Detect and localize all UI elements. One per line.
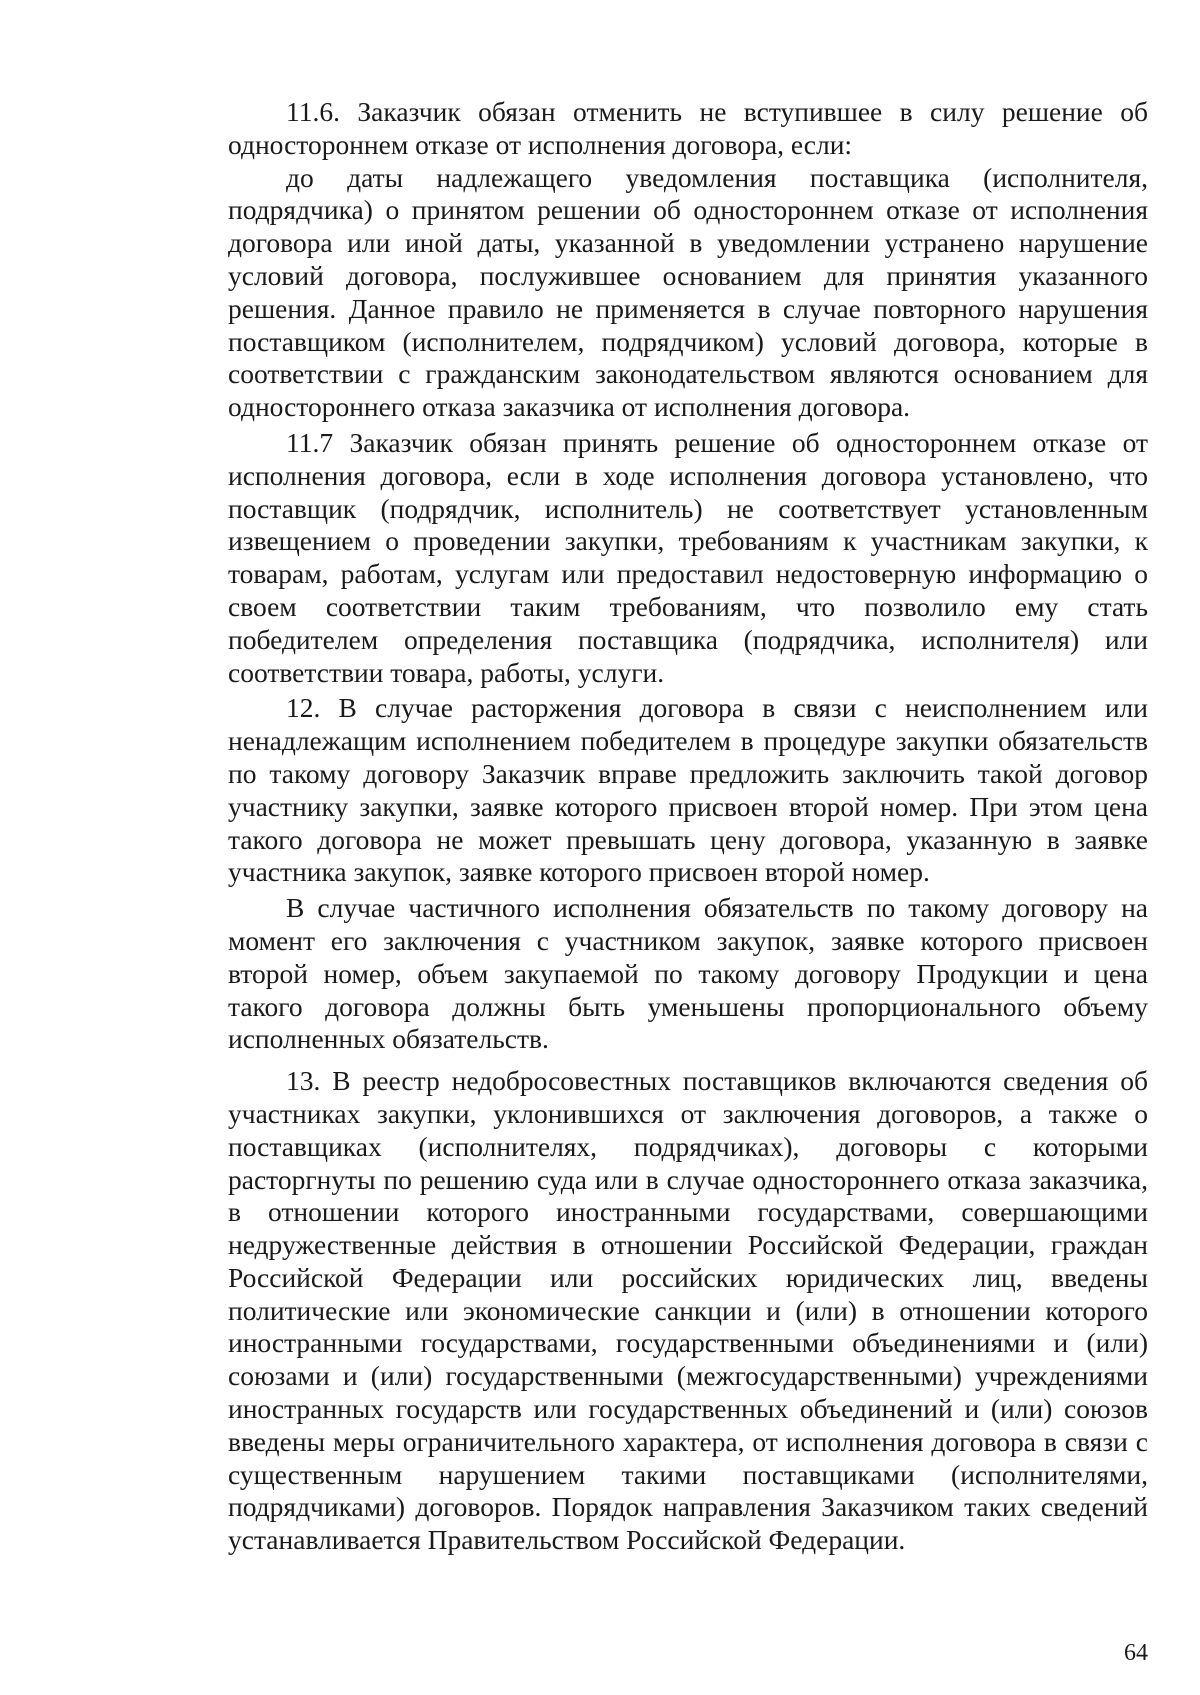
paragraph-11-6-condition: до даты надлежащего уведомления поставщика (исполнителя, подрядчика) о принятом решении об одностороннем отказе от исполнения договора или иной даты, указанной в уведомлении устранено нарушение условий договора, послужившее основанием для принятия указанного решения. Данное правило не применяется в случае повторного нарушения поставщиком (исполнителем, подрядчиком) условий договора, которые в соответствии с гражданским законодательством являются основанием для одностороннего отказа заказчика от исполнения договора.: [228, 161, 1148, 423]
document-body: [228, 96, 1148, 1557]
paragraph-11-6: 11.6. Заказчик обязан отменить не вступившее в силу решение об одностороннем отказе от исполнения договора, если:: [228, 96, 1148, 160]
paragraph-13: 13. В реестр недобросовестных поставщиков включаются сведения об участниках закупки, уклонившихся от заключения договоров, а также о поставщиках (исполнителях, подрядчиках), договоры с которыми расторгнуты по решению суда или в случае одностороннего отказа заказчика, в отношении которого иностранными государствами, совершающими недружественные действия в отношении Российской Федерации, граждан Российской Федерации или российских юридических лиц, введены политические или экономические санкции и (или) в отношении которого иностранными государствами, государственными объединениями и (или) союзами и (или) государственными (межгосударственными) учреждениями иностранных государств или государственных объединений и (или) союзов введены меры ограничительного характера, от исполнения договора в связи с существенным нарушением такими поставщиками (исполнителями, подрядчиками) договоров. Порядок направления Заказчиком таких сведений устанавливается Правительством Российской Федерации.: [228, 1065, 1148, 1556]
paragraph-12-partial: В случае частичного исполнения обязательств по такому договору на момент его заключения с участником закупок, заявке которого присвоен второй номер, объем закупаемой по такому договору Продукции и цена такого договора должны быть уменьшены пропорционального объему исполненных обязательств.: [228, 892, 1148, 1055]
page-number: 64: [1124, 1640, 1148, 1666]
paragraph-11-7: 11.7 Заказчик обязан принять решение об одностороннем отказе от исполнения договора, если в ходе исполнения договора установлено, что поставщик (подрядчик, исполнитель) не соответствует установленным извещением о проведении закупки, требованиям к участникам закупки, к товарам, работам, услугам или предоставил недостоверную информацию о своем соответствии таким требованиям, что позволило ему стать победителем определения поставщика (подрядчика, исполнителя) или соответствии товара, работы, услуги.: [228, 426, 1148, 688]
paragraph-12: 12. В случае расторжения договора в связи с неисполнением или ненадлежащим исполнением победителем в процедуре закупки обязательств по такому договору Заказчик вправе предложить заключить такой договор участнику закупки, заявке которого присвоен второй номер. При этом цена такого договора не может превышать цену договора, указанную в заявке участника закупок, заявке которого присвоен второй номер.: [228, 692, 1148, 888]
